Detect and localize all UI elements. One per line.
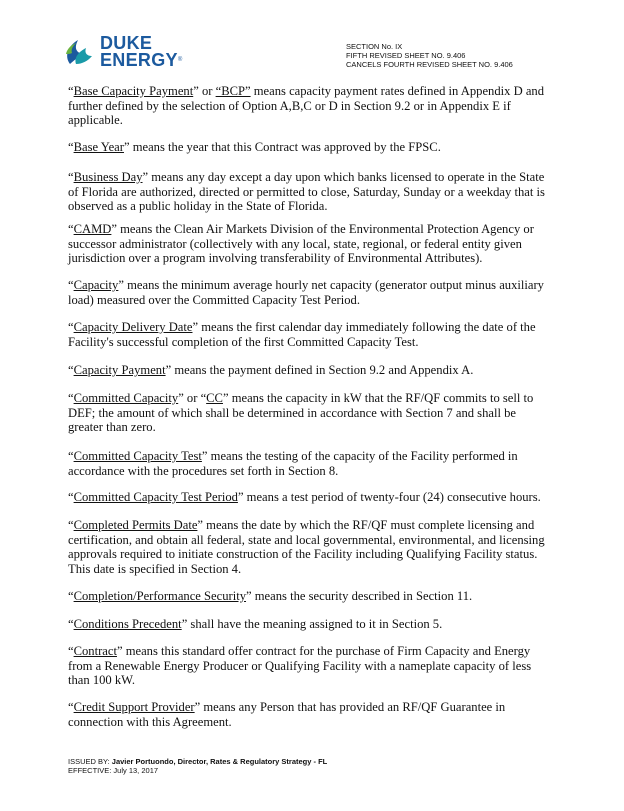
definition-paragraph (68, 363, 552, 378)
definition-text: ” means the year that this Contract was approved by the FPSC. (123, 140, 441, 154)
issued-by-name: Javier Portuondo, Director, Rates & Regulatory Strategy - FL (111, 757, 328, 766)
definition-text: “ (68, 320, 74, 334)
defined-term: CAMD (73, 222, 112, 236)
definition-text: ” means any day except a day upon which banks licensed to operate in the State of Florida are authorized, directed or permitted to close, Saturday, Sunday or a weekday that is observed as a public holiday in the State of Florida. (68, 170, 545, 214)
section-number: SECTION No. IX (346, 42, 403, 51)
defined-term: Credit Support Provider (73, 700, 195, 714)
cancels-sheet: CANCELS FOURTH REVISED SHEET NO. 9.406 (346, 60, 513, 69)
defined-term: Completion/Performance Security (73, 589, 247, 603)
logo-line2-text: ENERGY (100, 50, 178, 70)
definition-text: ” or (193, 84, 216, 98)
definition-text: “ (68, 449, 74, 463)
definition-paragraph (68, 84, 552, 128)
definition-paragraph (68, 222, 552, 266)
definition-paragraph (68, 700, 552, 729)
definition-text: ” means a test period of twenty-four (24) consecutive hours. (237, 490, 541, 504)
definition-text: ” means the testing of the capacity of the Facility performed in accordance with the procedures set forth in Section 8. (68, 449, 518, 478)
definition-text: “ (68, 170, 74, 184)
definition-text: “ (68, 391, 74, 405)
defined-term: Completed Permits Date (73, 518, 198, 532)
defined-term: “BCP” (215, 84, 251, 98)
defined-term: CC (206, 391, 223, 405)
definition-paragraph (68, 449, 552, 478)
effective-date: EFFECTIVE: July 13, 2017 (68, 766, 159, 775)
defined-term: Capacity Delivery Date (73, 320, 193, 334)
definition-paragraph (68, 140, 552, 155)
section-header (346, 42, 513, 69)
definition-text: “ (68, 617, 74, 631)
defined-term: Base Capacity Payment (73, 84, 194, 98)
defined-term: Base Year (73, 140, 124, 154)
defined-term: Business Day (73, 170, 143, 184)
definition-text: ” means the security described in Section 11. (246, 589, 473, 603)
revised-sheet: FIFTH REVISED SHEET NO. 9.406 (346, 51, 466, 60)
definition-text: “ (68, 278, 74, 292)
issued-by-line (68, 757, 327, 766)
definition-text: ” means the date by which the RF/QF must complete licensing and certification, and obtain all federal, state and local governmental, environmental, and licensing approvals required to initiate construction of the Facility including Qualifying Facility status. This date is specified in Section 4. (68, 518, 545, 576)
defined-term: Capacity (73, 278, 119, 292)
definition-paragraph (68, 320, 552, 349)
definition-paragraph (68, 589, 552, 604)
definition-text: ” means the minimum average hourly net capacity (generator output minus auxiliary load) measured over the Committed Capacity Test Period. (68, 278, 544, 307)
definition-text: “ (68, 363, 74, 377)
definition-text: “ (68, 700, 74, 714)
definition-text: “ (68, 644, 74, 658)
definition-text: “ (68, 140, 74, 154)
definition-text: “ (68, 490, 74, 504)
footer (68, 757, 327, 775)
defined-term: Committed Capacity (73, 391, 179, 405)
definition-text: ” shall have the meaning assigned to it in Section 5. (181, 617, 443, 631)
logo-wordmark (100, 35, 183, 69)
defined-term: Conditions Precedent (73, 617, 182, 631)
definition-paragraph (68, 518, 552, 576)
defined-term: Committed Capacity Test (73, 449, 202, 463)
definition-text: “ (68, 84, 74, 98)
definition-text: “ (68, 518, 74, 532)
logo (62, 34, 182, 74)
logo-line2 (100, 52, 183, 69)
definition-paragraph (68, 490, 552, 505)
issued-by-label: ISSUED BY: (68, 757, 112, 766)
registered-mark: ® (177, 57, 183, 63)
definition-paragraph (68, 278, 552, 307)
definition-text: means capacity payment rates defined in Appendix D and further defined by the selection of Option A,B,C or D in Section 9.2 or in Appendix E if applicable. (68, 84, 545, 128)
logo-line1: DUKE (100, 33, 153, 53)
definition-text: ” means any Person that has provided an RF/QF Guarantee in connection with this Agreement. (68, 700, 506, 729)
duke-energy-flame-icon (62, 34, 98, 70)
definition-text: “ (68, 222, 74, 236)
definition-text: ” means this standard offer contract for the purchase of Firm Capacity and Energy from a Renewable Energy Producer or Qualifying Facility with a nameplate capacity of less than 100 kW. (68, 644, 532, 688)
defined-term: Contract (73, 644, 117, 658)
definition-text: ” means the Clean Air Markets Division of the Environmental Protection Agency or successor administrator (collectively with any local, state, regional, or federal entity given jurisdiction over a program involving transferability of Environmental Attributes). (68, 222, 534, 266)
definition-paragraph (68, 644, 552, 688)
definition-text: “ (68, 589, 74, 603)
defined-term: Committed Capacity Test Period (73, 490, 238, 504)
definition-text: ” means the capacity in kW that the RF/QF commits to sell to DEF; the amount of which shall be determined in accordance with Section 7 and shall be greater than zero. (68, 391, 534, 435)
definition-text: ” or “ (178, 391, 207, 405)
definition-paragraph (68, 617, 552, 632)
definition-paragraph (68, 170, 552, 214)
defined-term: Capacity Payment (73, 363, 166, 377)
definition-paragraph (68, 391, 552, 435)
definition-text: ” means the first calendar day immediately following the date of the Facility's successful completion of the first Committed Capacity Test. (68, 320, 536, 349)
definition-text: ” means the payment defined in Section 9.2 and Appendix A. (165, 363, 474, 377)
